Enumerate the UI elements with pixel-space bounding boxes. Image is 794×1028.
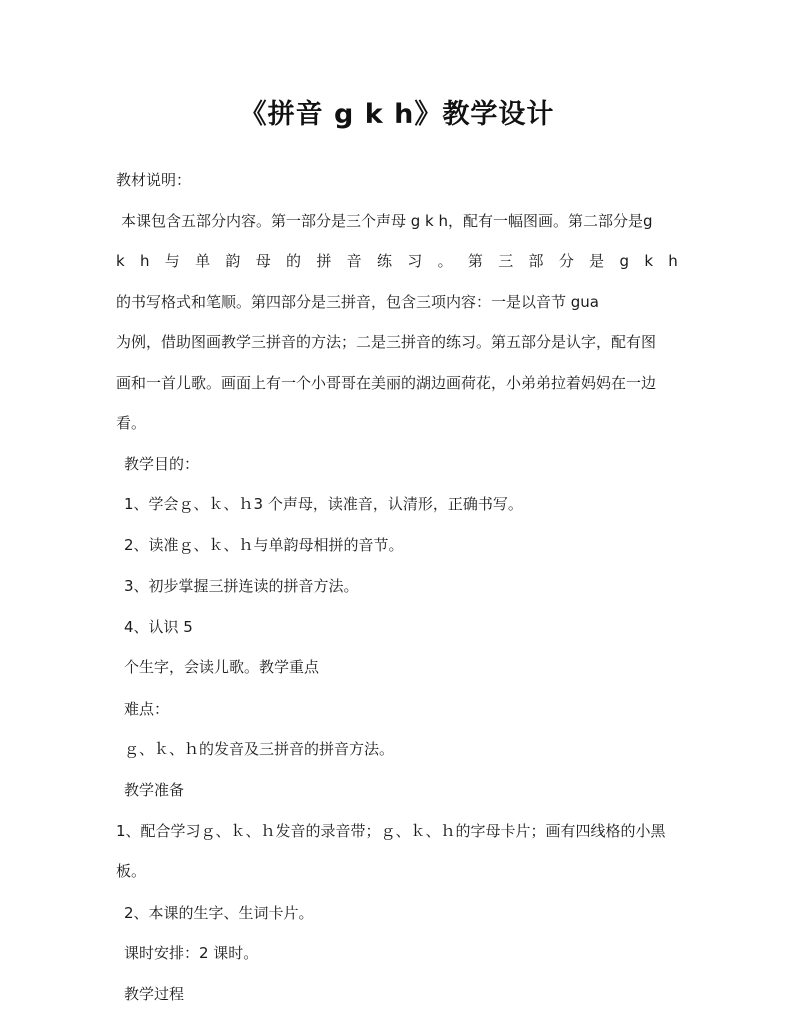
justified-char: 音 [346, 252, 362, 270]
goal-item-4: 4、认识 5 [124, 618, 193, 636]
justified-char: 部 [528, 252, 544, 270]
justified-char: 第 [467, 252, 483, 270]
document-title: 《拼音 g k h》教学设计 [239, 99, 555, 130]
process-heading: 教学过程 [124, 985, 185, 1003]
prep-line-2: 板。 [116, 862, 147, 880]
justified-char: k [644, 252, 653, 270]
material-heading: 教材说明： [116, 171, 192, 189]
goal-item-4-continued: 个生字，会读儿歌。教学重点 [124, 658, 320, 676]
goal-item-2: 2、读准ｇ、ｋ、ｈ与单韵母相拼的音节。 [124, 536, 404, 554]
justified-char: 的 [286, 252, 302, 270]
goal-item-3: 3、初步掌握三拼连读的拼音方法。 [124, 577, 359, 595]
justified-char: g [619, 252, 630, 270]
material-line-4: 为例，借助图画教学三拼音的方法；二是三拼音的练习。第五部分是认字，配有图 [116, 333, 657, 351]
schedule-text: 课时安排：2 课时。 [124, 944, 259, 962]
justified-char: 单 [195, 252, 211, 270]
goal-item-1: 1、学会ｇ、ｋ、ｈ3 个声母，读准音，认清形，正确书写。 [124, 495, 523, 513]
justified-char: 练 [376, 252, 392, 270]
justified-char: 。 [437, 252, 453, 270]
material-line-6: 看。 [116, 414, 147, 432]
justified-char: 三 [498, 252, 514, 270]
material-line-1: 本课包含五部分内容。第一部分是三个声母 g k h，配有一幅图画。第二部分是g [121, 212, 653, 230]
justified-char: k [116, 252, 125, 270]
justified-char: 拼 [316, 252, 332, 270]
goals-heading: 教学目的： [124, 455, 200, 473]
material-line-3: 的书写格式和笔顺。第四部分是三拼音，包含三项内容：一是以音节 gua [116, 293, 599, 311]
justified-char: h [668, 252, 678, 270]
justified-char: 与 [164, 252, 180, 270]
prep-heading: 教学准备 [124, 781, 185, 799]
justified-char: 是 [589, 252, 605, 270]
justified-char: h [139, 252, 150, 270]
justified-char: 习 [407, 252, 423, 270]
material-line-5: 画和一首儿歌。画面上有一个小哥哥在美丽的湖边画荷花，小弟弟拉着妈妈在一边 [116, 374, 657, 392]
justified-char: 母 [255, 252, 271, 270]
prep-line-3: 2、本课的生字、生词卡片。 [124, 904, 314, 922]
prep-line-1: 1、配合学习ｇ、ｋ、ｈ发音的录音带；ｇ、ｋ、ｈ的字母卡片；画有四线格的小黑 [116, 822, 666, 840]
justified-char: 韵 [225, 252, 241, 270]
material-line-2 [116, 251, 678, 271]
difficulty-heading: 难点： [124, 700, 170, 718]
justified-char: 分 [558, 252, 574, 270]
difficulty-text: ｇ、ｋ、ｈ的发音及三拼音的拼音方法。 [124, 740, 395, 758]
